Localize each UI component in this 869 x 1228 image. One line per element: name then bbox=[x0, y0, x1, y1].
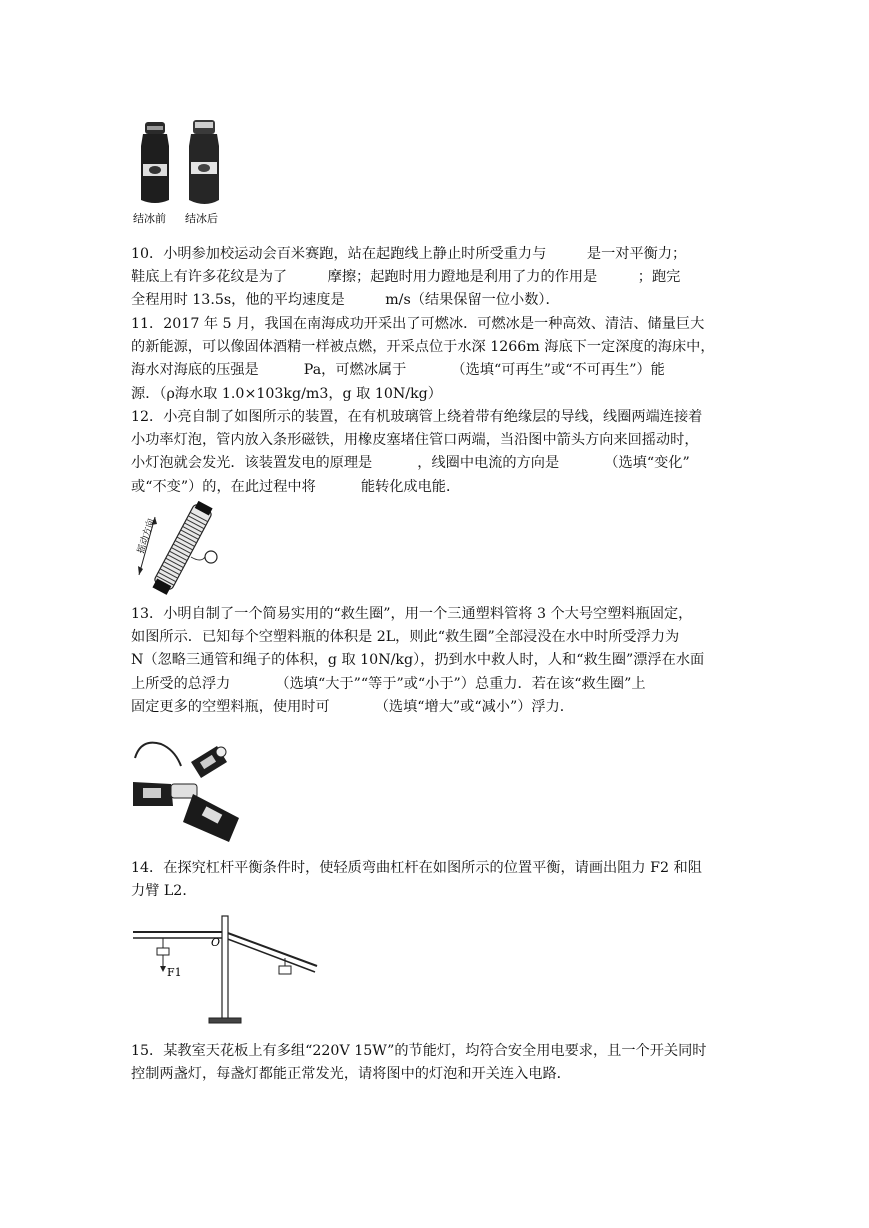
question-10-line: 鞋底上有许多花纹是为了 摩擦；起跑时用力蹬地是利用了力的作用是 ；跑完 bbox=[131, 269, 681, 286]
question-13-line: 如图所示．已知每个空塑料瓶的体积是 2L，则此“救生圈”全部浸没在水中时所受浮力为 bbox=[131, 629, 680, 646]
question-12-line: 小灯泡就会发光．该装置发电的原理是 ，线圈中电流的方向是 （选填“变化” bbox=[131, 455, 690, 472]
weight-right-icon bbox=[279, 958, 291, 974]
bottle-after-icon bbox=[189, 120, 219, 204]
bottle-icon bbox=[183, 794, 239, 842]
question-13 bbox=[131, 603, 743, 719]
figure-ice-bottles bbox=[131, 116, 227, 228]
question-11-line: 源．（ρ海水取 1.0×103kg/m3，g 取 10N/kg） bbox=[131, 385, 442, 402]
force-label: F1 bbox=[167, 966, 182, 979]
figure-lever bbox=[131, 910, 331, 1028]
question-12-line: 小功率灯泡，管内放入条形磁铁，用橡皮塞堵住管口两端，当沿图中箭头方向来回摇动时， bbox=[131, 432, 699, 449]
force-arrow-icon bbox=[160, 956, 166, 972]
question-11 bbox=[131, 313, 743, 406]
question-10 bbox=[131, 243, 743, 313]
question-13-line: 上所受的总浮力 （选填“大于”“等于”或“小于”）总重力．若在该“救生圈”上 bbox=[131, 675, 646, 692]
bottle-before-icon bbox=[141, 122, 169, 203]
question-13-line: N（忽略三通管和绳子的体积，g 取 10N/kg），扔到水中救人时，人和“救生圈”漂浮在水面 bbox=[131, 652, 705, 669]
question-11-line: 的新能源，可以像固体酒精一样被点燃，开采点位于水深 1266m 海底下一定深度的海床中， bbox=[131, 339, 715, 356]
question-14 bbox=[131, 857, 743, 903]
question-15-line: 15．某教室天花板上有多组“220V 15W”的节能灯，均符合安全用电要求，且一个开关同时 bbox=[131, 1043, 707, 1059]
question-12-line: 12．小亮自制了如图所示的装置，在有机玻璃管上绕着带有绝缘层的导线，线圈两端连接着 bbox=[131, 409, 703, 425]
coil-tube-icon bbox=[151, 500, 215, 595]
question-13-line: 13．小明自制了一个简易实用的“救生圈”，用一个三通塑料管将 3 个大号空塑料瓶固定， bbox=[131, 606, 693, 622]
question-14-line: 14．在探究杠杆平衡条件时，使轻质弯曲杠杆在如图所示的位置平衡，请画出阻力 F2 和阻 bbox=[131, 860, 702, 876]
question-12 bbox=[131, 406, 743, 499]
question-15-line: 控制两盏灯，每盏灯都能正常发光，请将图中的灯泡和开关连入电路． bbox=[131, 1066, 571, 1083]
question-11-line: 海水对海底的压强是 Pa，可燃冰属于 （选填“可再生”或“不可再生”）能 bbox=[131, 362, 665, 379]
question-13-line: 固定更多的空塑料瓶，使用时可 （选填“增大”或“减小”）浮力． bbox=[131, 698, 574, 715]
question-15 bbox=[131, 1040, 743, 1086]
rope-icon bbox=[135, 743, 181, 766]
figure-coil-generator bbox=[131, 497, 225, 595]
pivot-label: O bbox=[211, 936, 221, 949]
shake-direction-label: 摇动方向 bbox=[136, 517, 157, 555]
question-10-line: 10．小明参加校运动会百米赛跑，站在起跑线上静止时所受重力与 是一对平衡力； bbox=[131, 246, 687, 262]
question-12-line: 或“不变”）的，在此过程中将 能转化成电能． bbox=[131, 478, 461, 495]
label-after: 结冰后 bbox=[185, 212, 218, 225]
question-14-line: 力臂 L2． bbox=[131, 883, 197, 900]
label-before: 结冰前 bbox=[133, 212, 166, 225]
question-10-line: 全程用时 13.5s，他的平均速度是 m/s（结果保留一位小数）． bbox=[131, 292, 560, 309]
figure-life-buoy bbox=[131, 732, 243, 844]
bulb-icon bbox=[191, 551, 217, 563]
bottle-icon bbox=[191, 746, 227, 778]
question-11-line: 11．2017 年 5 月，我国在南海成功开采出了可燃冰．可燃冰是一种高效、清洁、储量巨大 bbox=[131, 316, 705, 332]
bottle-icon bbox=[133, 782, 173, 806]
